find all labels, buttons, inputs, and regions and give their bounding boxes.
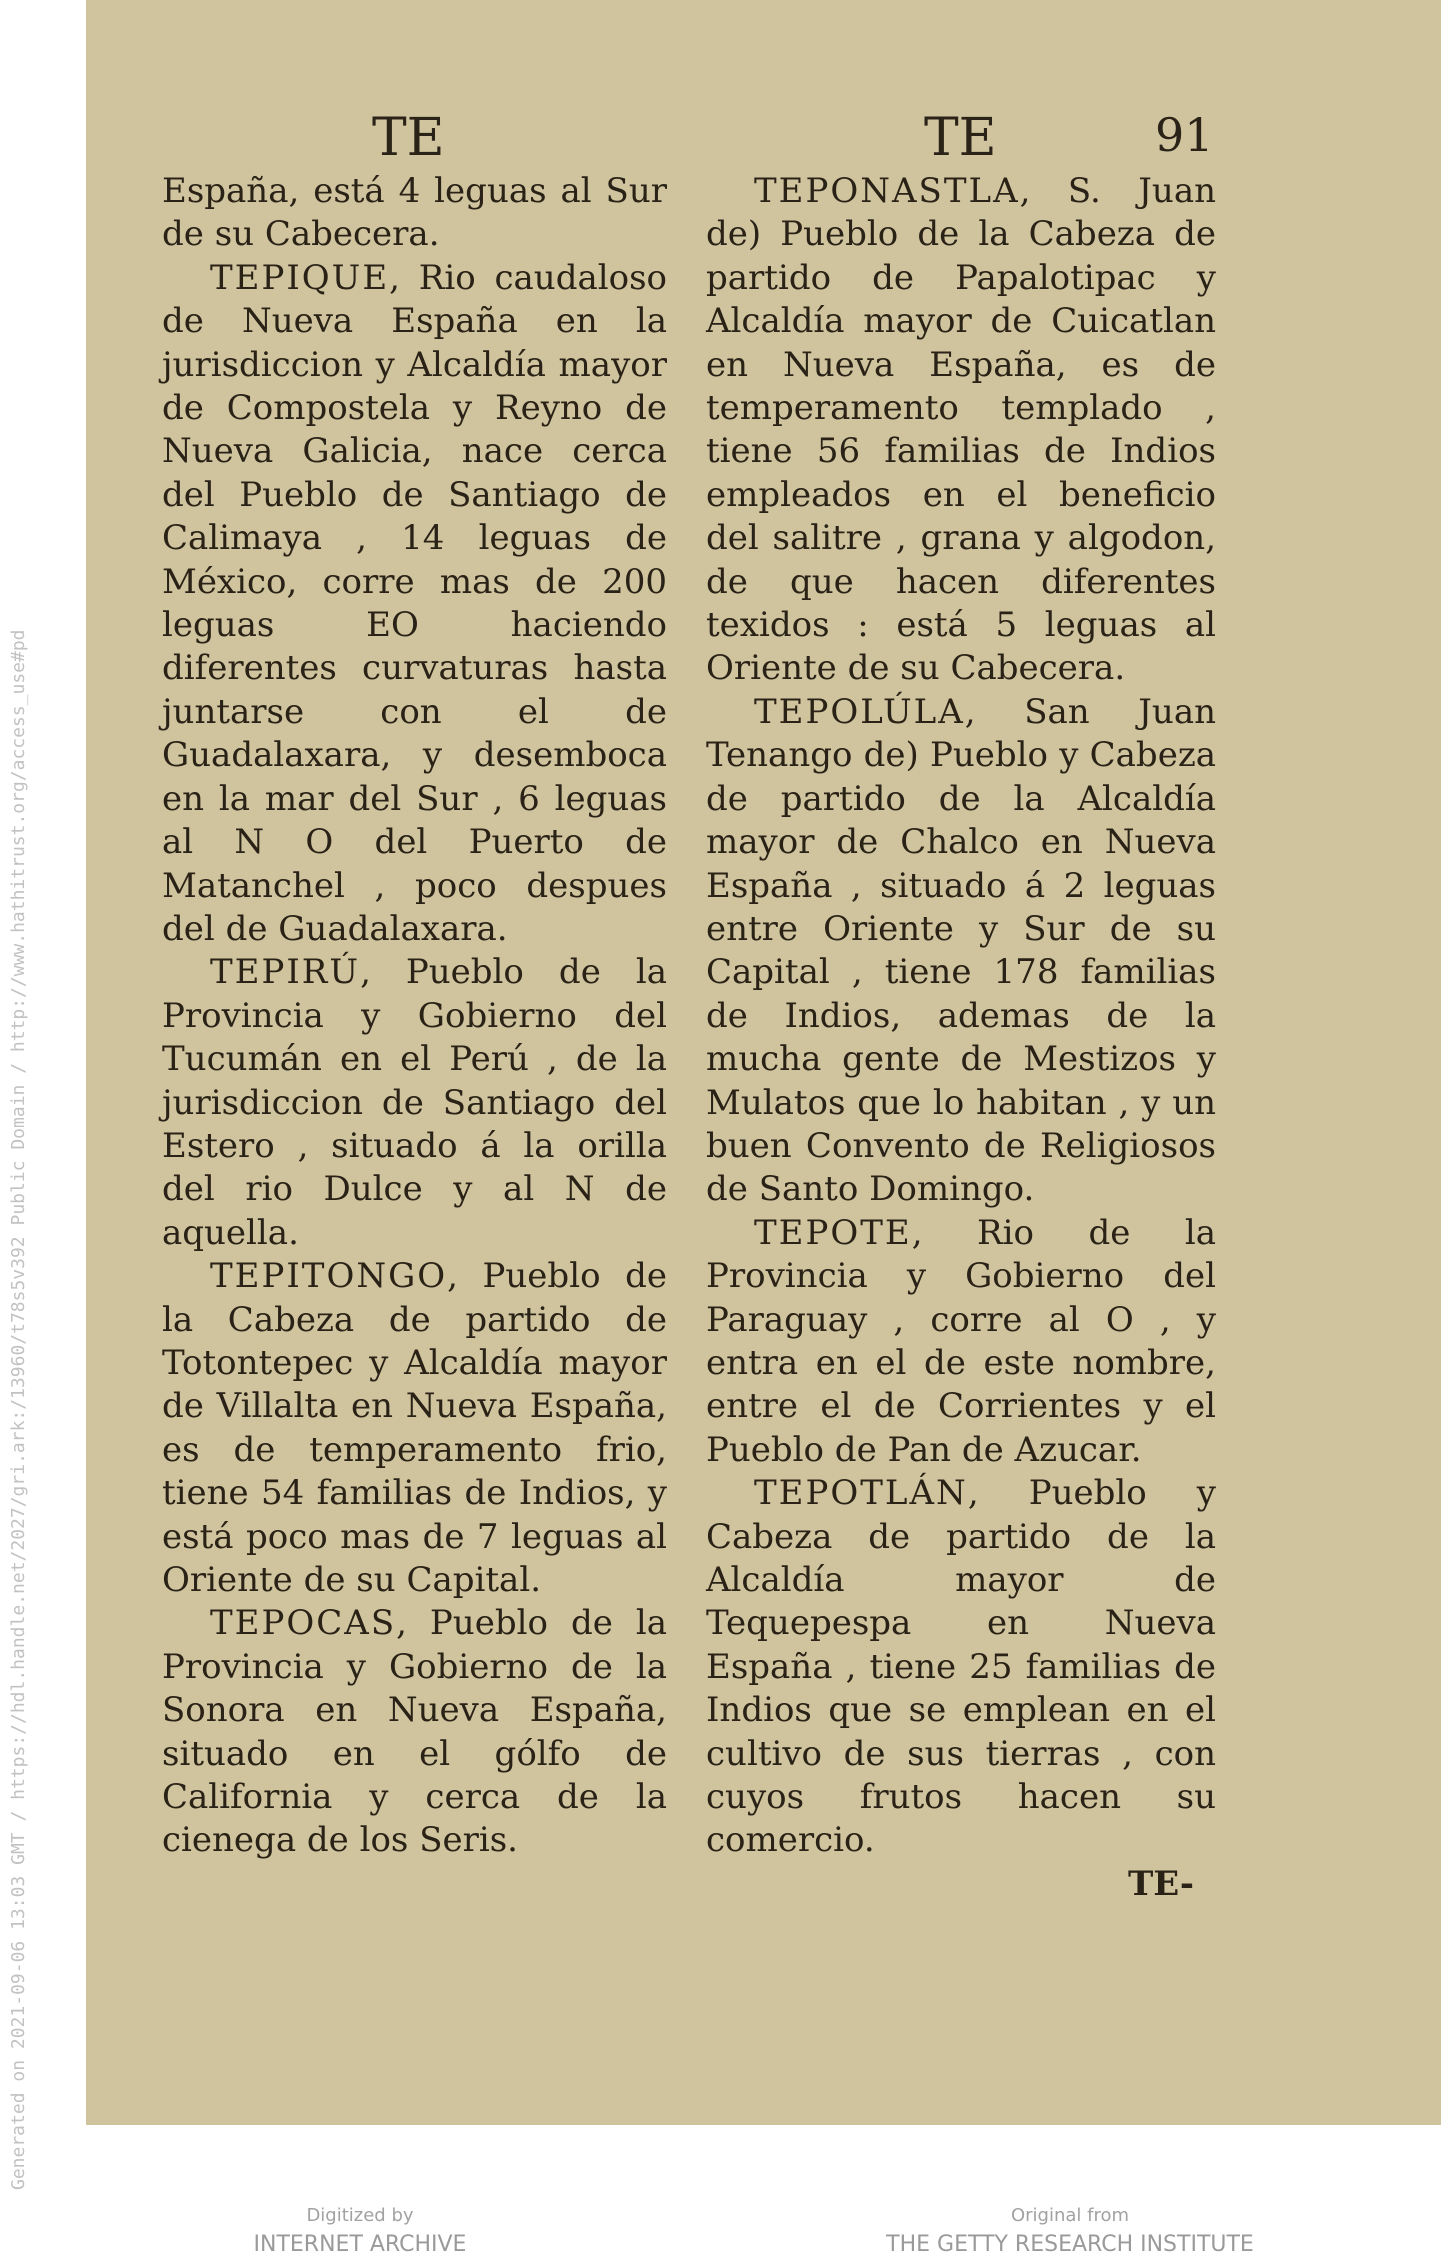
footer-digitized <box>210 2204 510 2262</box>
entry-tepitongo <box>162 1255 667 1602</box>
entry-text: , Pueblo y Cabeza de partido de la Alcaldía mayor de Tequepespa en Nueva España , tiene 25 familias de Indios que se emplean en el cultivo de sus tierras , con cuyos frutos hacen su comercio. <box>706 1473 1216 1861</box>
entry-tepote <box>706 1212 1216 1472</box>
footer-digitized-label: Digitized by <box>306 2205 414 2226</box>
running-head-left: TE <box>372 108 445 168</box>
footer-digitized-source: INTERNET ARCHIVE <box>253 2232 467 2257</box>
right-column <box>706 170 1216 1863</box>
entry-text: , San Juan Tenango de) Pueblo y Cabeza de partido de la Alcaldía mayor de Chalco en Nueva España , situado á 2 leguas entre Oriente y Sur de su Capital , tiene 178 familias de Indios, ademas de la mucha gente de Mestizos y Mulatos que lo habitan , y un buen Convento de Religiosos de Santo Domingo. <box>706 691 1216 1210</box>
running-head-right: TE <box>924 108 997 168</box>
footer-original-label: Original from <box>1010 2205 1130 2226</box>
entry-headword: TEPONASTLA <box>754 171 1020 211</box>
entry-continuation <box>162 170 667 257</box>
entry-text: , Pueblo de la Provincia y Gobierno del Tucumán en el Perú , de la jurisdiccion de Santiago del Estero , situado á la orilla del rio Dulce y al N de aquella. <box>162 952 667 1253</box>
entry-text: , Pueblo de la Provincia y Gobierno de la Sonora en Nueva España, situado en el gólfo de California y cerca de la cienega de los Seris. <box>162 1603 667 1861</box>
catchword: TE- <box>1128 1864 1194 1904</box>
entry-teponastla <box>706 170 1216 691</box>
entry-headword: TEPIQUE <box>210 257 390 298</box>
entry-text: , Rio caudaloso de Nueva España en la jurisdiccion y Alcaldía mayor de Compostela y Reyno de Nueva Galicia, nace cerca del Pueblo de Santiago de Calimaya , 14 leguas de México, corre mas de 200 leguas EO haciendo diferentes curvaturas hasta juntarse con el de Guadalaxara, y desemboca en la mar del Sur , 6 leguas al N O del Puerto de Matanchel , poco despues del de Guadalaxara. <box>162 257 667 949</box>
entry-headword: TEPOLÚLA <box>754 691 965 732</box>
footer-original <box>860 2204 1280 2262</box>
entry-headword: TEPIRÚ <box>210 952 361 993</box>
left-column <box>162 170 667 1863</box>
entry-text: , Rio de la Provincia y Gobierno del Paraguay , corre al O , y entra en el de este nombre, entre el de Corrientes y el Pueblo de Pan de Azucar. <box>706 1212 1216 1470</box>
page-number: 91 <box>1155 108 1214 162</box>
entry-headword: TEPITONGO <box>210 1256 448 1297</box>
entry-tepotlan <box>706 1472 1216 1863</box>
entry-text: España, está 4 leguas al Sur de su Cabecera. <box>162 171 667 255</box>
entry-text: , S. Juan de) Pueblo de la Cabeza de partido de Papalotipac y Alcaldía mayor de Cuicatlan en Nueva España, es de temperamento templado , tiene 56 familias de Indios empleados en el beneficio del salitre , grana y algodon, de que hacen diferentes texidos : está 5 leguas al Oriente de su Cabecera. <box>706 171 1216 689</box>
entry-headword: TEPOTLÁN <box>754 1473 968 1514</box>
entry-tepiru <box>162 951 667 1255</box>
entry-headword: TEPOCAS <box>210 1603 397 1644</box>
entry-headword: TEPOTE <box>754 1212 912 1253</box>
entry-text: , Pueblo de la Cabeza de partido de Totontepec y Alcaldía mayor de Villalta en Nueva España, es de temperamento frio, tiene 54 familias de Indios, y está poco mas de 7 leguas al Oriente de su Capital. <box>162 1256 667 1600</box>
generation-notice: Generated on 2021-09-06 13:03 GMT / https://hdl.handle.net/2027/gri.ark:/13960/t78s5v392 Public Domain / http://www.hathitrust.org/access_use#pd <box>8 629 29 2190</box>
footer-original-source: THE GETTY RESEARCH INSTITUTE <box>886 2232 1254 2257</box>
entry-tepique <box>162 257 667 952</box>
entry-tepolula <box>706 691 1216 1212</box>
entry-tepocas <box>162 1602 667 1862</box>
